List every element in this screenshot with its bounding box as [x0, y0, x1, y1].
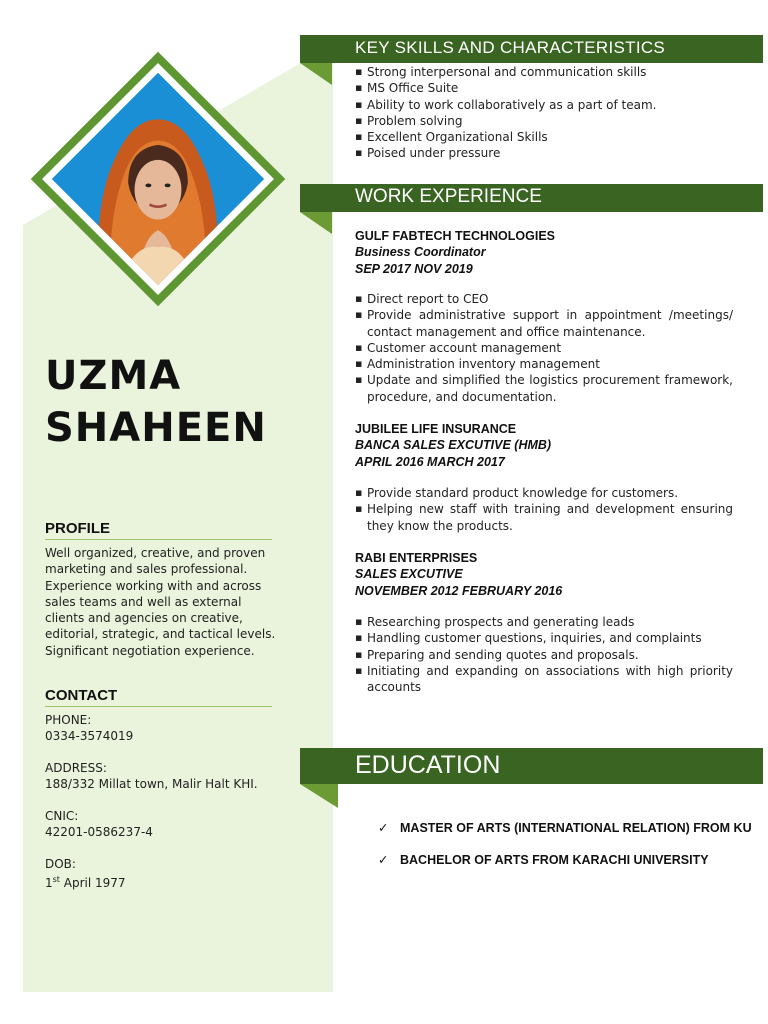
list-item: ▪ Initiating and expanding on associations with high priority accounts — [355, 663, 733, 696]
checkmark-icon: ✓ — [378, 853, 389, 867]
skills-banner — [300, 35, 763, 63]
contact-phone — [45, 712, 133, 745]
job-duties — [355, 291, 733, 405]
contact-cnic — [45, 808, 153, 841]
education-item — [378, 820, 752, 836]
list-item: ▪ Problem solving — [355, 113, 733, 129]
degree-name: MASTER OF ARTS (INTERNATIONAL RELATION) FROM KU — [400, 821, 752, 835]
skills-heading: KEY SKILLS AND CHARACTERISTICS — [355, 38, 666, 57]
job-entry — [355, 228, 555, 277]
candidate-name — [45, 350, 267, 454]
list-item: ▪ Provide standard product knowledge for customers. — [355, 485, 733, 501]
education-item — [378, 852, 709, 868]
list-item: ▪ Excellent Organizational Skills — [355, 129, 733, 145]
education-banner-tab — [300, 784, 338, 808]
education-heading: EDUCATION — [355, 751, 501, 779]
degree-name: BACHELOR OF ARTS FROM KARACHI UNIVERSITY — [400, 853, 709, 867]
dob-value: 1st April 1977 — [45, 875, 126, 891]
phone-label: PHONE: — [45, 713, 92, 727]
work-heading: WORK EXPERIENCE — [355, 186, 542, 207]
list-item: ▪ Direct report to CEO — [355, 291, 733, 307]
name-last: SHAHEEN — [45, 405, 267, 451]
dob-label: DOB: — [45, 857, 76, 871]
job-company: JUBILEE LIFE INSURANCE — [355, 422, 517, 436]
address-value: 188/332 Millat town, Malir Halt KHI. — [45, 777, 258, 792]
list-item: ▪ Update and simplified the logistics procurement framework, procedure, and documentation. — [355, 372, 733, 405]
job-duties — [355, 614, 733, 695]
list-item: ▪ Helping new staff with training and development ensuring they know the products. — [355, 501, 733, 534]
job-entry — [355, 421, 551, 470]
job-role: Business Coordinator — [355, 245, 486, 260]
list-item: ▪ Customer account management — [355, 340, 733, 356]
profile-summary: Well organized, creative, and proven marketing and sales professional. Experience working with and across sales teams and well as external clients and agencies on creative, editorial, strategic, and tactical levels. Significant negotiation experience. — [45, 546, 276, 658]
list-item: ▪ Preparing and sending quotes and proposals. — [355, 647, 733, 663]
list-item: ▪ Poised under pressure — [355, 145, 733, 161]
list-item: ▪ Administration inventory management — [355, 356, 733, 372]
work-banner-tab — [300, 212, 332, 234]
address-label: ADDRESS: — [45, 761, 107, 775]
contact-dob — [45, 856, 126, 892]
list-item: ▪ Provide administrative support in appointment /meetings/ contact management and office maintenance. — [355, 307, 733, 340]
profile-heading: PROFILE — [45, 520, 272, 540]
skills-banner-tab — [300, 63, 332, 85]
education-banner — [300, 748, 763, 784]
list-item: ▪ Ability to work collaboratively as a part of team. — [355, 97, 733, 113]
cnic-value: 42201-0586237-4 — [45, 825, 153, 840]
job-duties — [355, 485, 733, 534]
skills-list — [355, 64, 733, 162]
list-item: ▪ Researching prospects and generating leads — [355, 614, 733, 630]
list-item: ▪ Handling customer questions, inquiries, and complaints — [355, 630, 733, 646]
job-dates: APRIL 2016 MARCH 2017 — [355, 454, 505, 469]
list-item: ▪ Strong interpersonal and communication skills — [355, 64, 733, 80]
cnic-label: CNIC: — [45, 809, 79, 823]
job-company: RABI ENTERPRISES — [355, 551, 478, 565]
job-dates: NOVEMBER 2012 FEBRUARY 2016 — [355, 583, 563, 598]
job-company: GULF FABTECH TECHNOLOGIES — [355, 229, 555, 243]
name-first: UZMA — [45, 353, 182, 399]
contact-address — [45, 760, 258, 793]
contact-heading: CONTACT — [45, 687, 272, 707]
job-entry — [355, 550, 562, 599]
job-dates: SEP 2017 NOV 2019 — [355, 261, 473, 276]
phone-value: 0334-3574019 — [45, 729, 134, 744]
job-role: SALES EXCUTIVE — [355, 567, 463, 582]
job-role: BANCA SALES EXCUTIVE (HMB) — [355, 438, 552, 453]
checkmark-icon: ✓ — [378, 821, 389, 835]
work-banner — [300, 184, 763, 212]
list-item: ▪ MS Office Suite — [355, 80, 733, 96]
